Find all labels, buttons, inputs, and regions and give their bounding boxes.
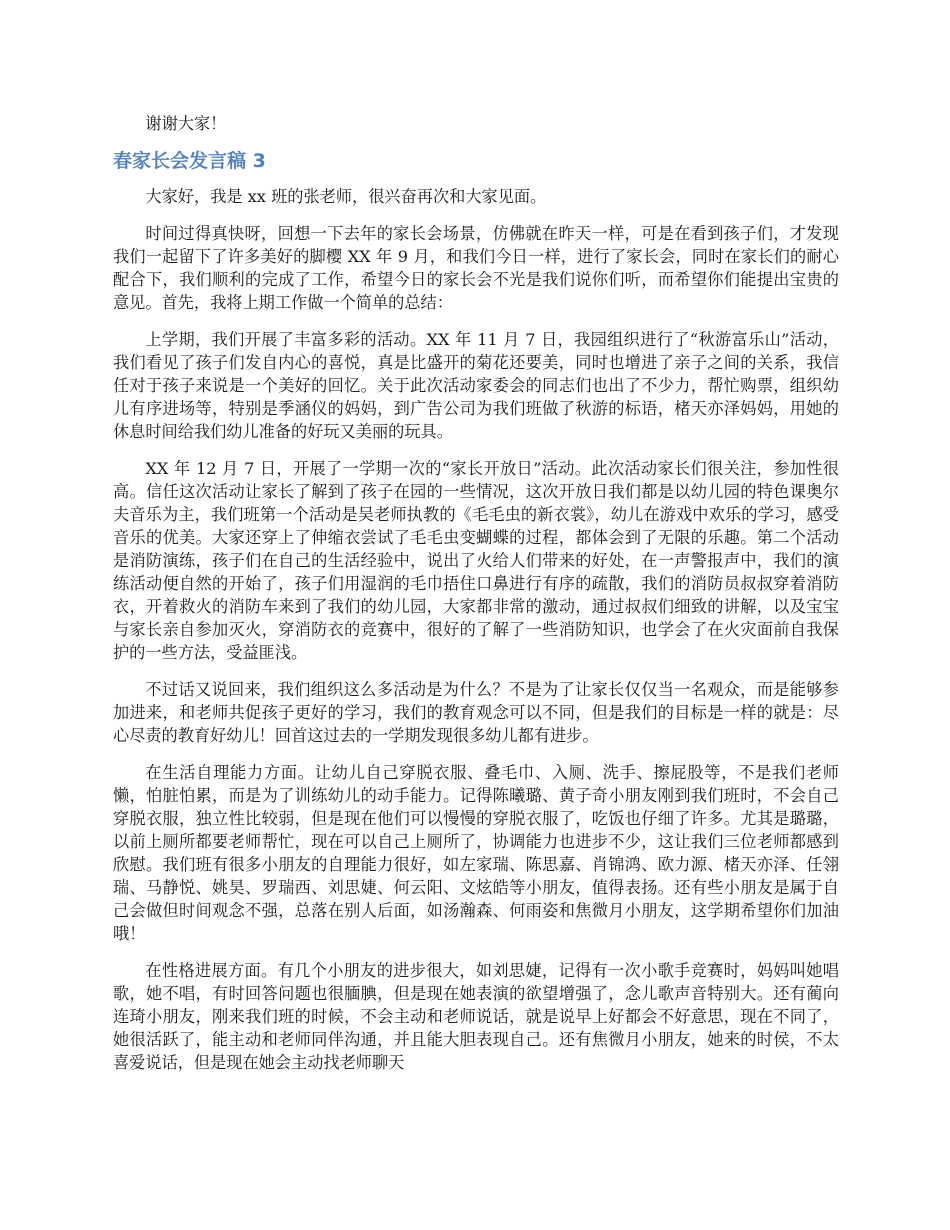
document-page — [113, 112, 839, 1088]
paragraph-self-care: 在生活自理能力方面。让幼儿自己穿脱衣服、叠毛巾、入厕、洗手、擦屁股等，不是我们老师懒，怕脏怕累，而是为了训练幼儿的动手能力。记得陈曦璐、黄子奇小朋友刚到我们班时，不会自己穿脱衣服，独立性比较弱，但是现在他们可以慢慢的穿脱衣服了，吃饭也仔细了许多。尤其是璐璐，以前上厕所都要老师帮忙，现在可以自己上厕所了，协调能力也进步不少，这让我们三位老师都感到欣慰。我们班有很多小朋友的自理能力很好，如左家瑞、陈思嘉、肖锦鸿、欧力源、楮天亦泽、任翎瑞、马静悦、姚昊、罗瑞西、刘思婕、何云阳、文炫皓等小朋友，值得表扬。还有些小朋友是属于自己会做但时间观念不强，总落在别人后面，如汤瀚森、何雨姿和焦微月小朋友，这学期希望你们加油哦！ — [113, 763, 839, 943]
section-heading: 春家长会发言稿 3 — [113, 150, 266, 172]
paragraph-autumn-outing: 上学期，我们开展了丰富多彩的活动。XX 年 11 月 7 日，我园组织进行了“秋游富乐山”活动，我们看见了孩子们发自内心的喜悦，真是比盛开的菊花还要美，同时也增进了亲子之间的关系，我信任对于孩子来说是一个美好的回忆。关于此次活动家委会的同志们也出了不少力，帮忙购票，组织幼儿有序进场等，特别是季涵仪的妈妈，到广告公司为我们班做了秋游的标语，楮天亦泽妈妈，用她的休息时间给我们幼儿准备的好玩又美丽的玩具。 — [113, 330, 839, 441]
paragraph-review-intro: 时间过得真快呀，回想一下去年的家长会场景，仿佛就在昨天一样，可是在看到孩子们，才发现我们一起留下了许多美好的脚樱 XX 年 9 月，和我们今日一样，进行了家长会，同时在家长们的耐心配合下，我们顺利的完成了工作，希望今日的家长会不光是我们说你们听，而希望你们能提出宝贵的意见。首先，我将上期工作做一个简单的总结： — [113, 224, 839, 312]
paragraph-greeting: 大家好，我是 xx 班的张老师，很兴奋再次和大家见面。 — [145, 187, 547, 206]
paragraph-open-day: XX 年 12 月 7 日，开展了一学期一次的“家长开放日”活动。此次活动家长们很关注，参加性很高。信任这次活动让家长了解到了孩子在园的一些情况，这次开放日我们都是以幼儿园的特色课奥尔夫音乐为主，我们班第一个活动是吴老师执教的《毛毛虫的新衣裳》，幼儿在游戏中欢乐的学习，感受音乐的优美。大家还穿上了伸缩衣尝试了毛毛虫变蝴蝶的过程，都体会到了无限的乐趣。第二个活动是消防演练，孩子们在自己的生活经验中，说出了火给人们带来的好处，在一声警报声中，我们的演练活动便自然的开始了，孩子们用湿润的毛巾捂住口鼻进行有序的疏散，我们的消防员叔叔穿着消防衣，开着救火的消防车来到了我们的幼儿园，大家都非常的激动，通过叔叔们细致的讲解，以及宝宝与家长亲自参加灭火，穿消防衣的竞赛中，很好的了解了一些消防知识，也学会了在火灾面前自我保护的一些方法，受益匪浅。 — [113, 459, 839, 662]
paragraph-purpose: 不过话又说回来，我们组织这么多活动是为什么？不是为了让家长仅仅当一名观众，而是能够参加进来，和老师共促孩子更好的学习，我们的教育观念可以不同，但是我们的目标是一样的就是：尽心尽责的教育好幼儿！回首这过去的一学期发现很多幼儿都有进步。 — [113, 680, 839, 745]
closing-line: 谢谢大家！ — [145, 114, 227, 133]
paragraph-personality: 在性格进展方面。有几个小朋友的进步很大，如刘思婕，记得有一次小歌手竞赛时，妈妈叫她唱歌，她不唱，有时回答问题也很腼腆，但是现在她表演的欲望增强了，念儿歌声音特别大。还有蔺向连琦小朋友，刚来我们班的时候，不会主动和老师说话，就是说早上好都会不好意思，现在不同了，她很活跃了，能主动和老师同伴沟通，并且能大胆表现自己。还有焦微月小朋友，她来的时侯，不太喜爱说话，但是现在她会主动找老师聊天 — [113, 961, 839, 1072]
